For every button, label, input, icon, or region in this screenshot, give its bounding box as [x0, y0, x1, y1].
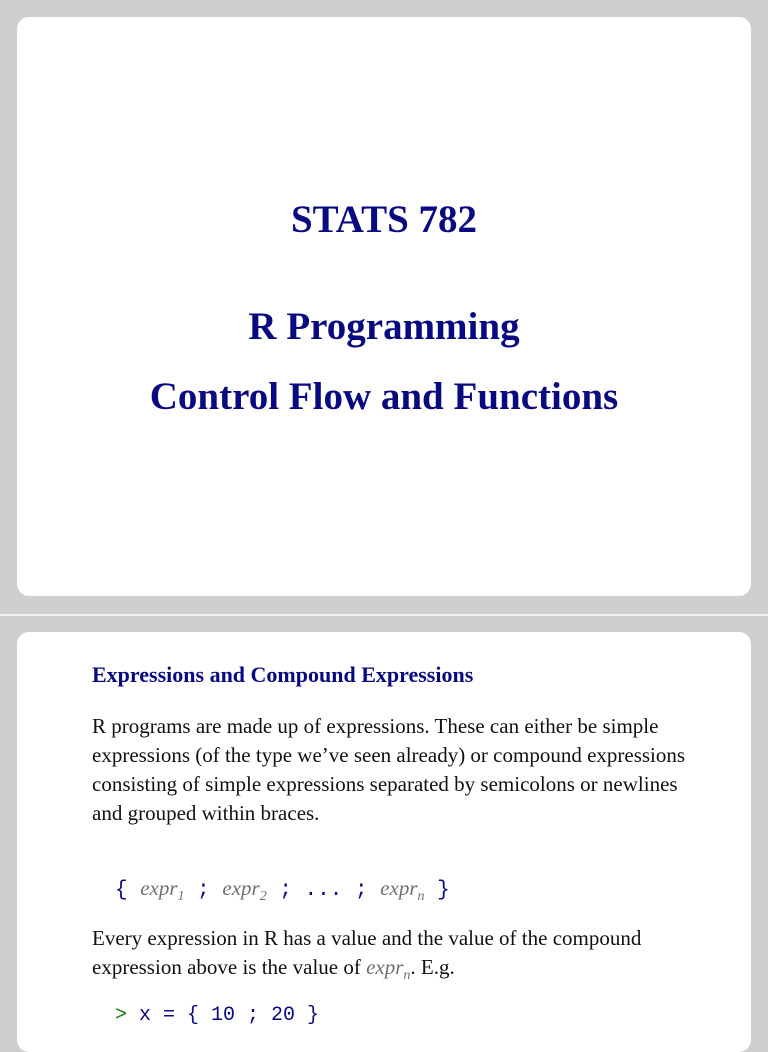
expr-n-inline: expr$_n$: [366, 955, 411, 984]
value-paragraph: Every expression in R has a value and the value of the compound expression above is the value of expr$_n$. E.g.: [92, 926, 642, 984]
close-brace: }: [437, 879, 450, 902]
expr-1: expr$_1$: [140, 876, 185, 905]
separator-2: ;: [279, 879, 292, 902]
section-heading: Expressions and Compound Expressions: [92, 662, 474, 687]
intro-paragraph: R programs are made up of expressions. These can either be simple expressions (of the type we’ve seen already) or compound expressions consisting of simple expressions separated by semicolons or newlines and grouped within braces.: [92, 714, 686, 825]
expr-n: expr$_n$: [380, 876, 425, 905]
r-prompt: >: [115, 1004, 128, 1027]
code-line: x = { 10 ; 20 }: [139, 1004, 320, 1027]
subject-title: R Programming: [248, 305, 520, 348]
page-divider: [0, 614, 768, 616]
separator-1: ;: [197, 879, 210, 902]
open-brace: {: [115, 879, 128, 902]
separator-3: ;: [354, 879, 368, 902]
topic-title: Control Flow and Functions: [149, 375, 619, 418]
compound-expression-syntax: [115, 876, 450, 905]
expr-2: expr$_2$: [222, 876, 267, 905]
ellipsis: ...: [304, 879, 343, 902]
title-slide: [17, 17, 751, 596]
course-title: STATS 782: [290, 198, 478, 241]
content-slide: [17, 632, 751, 1052]
